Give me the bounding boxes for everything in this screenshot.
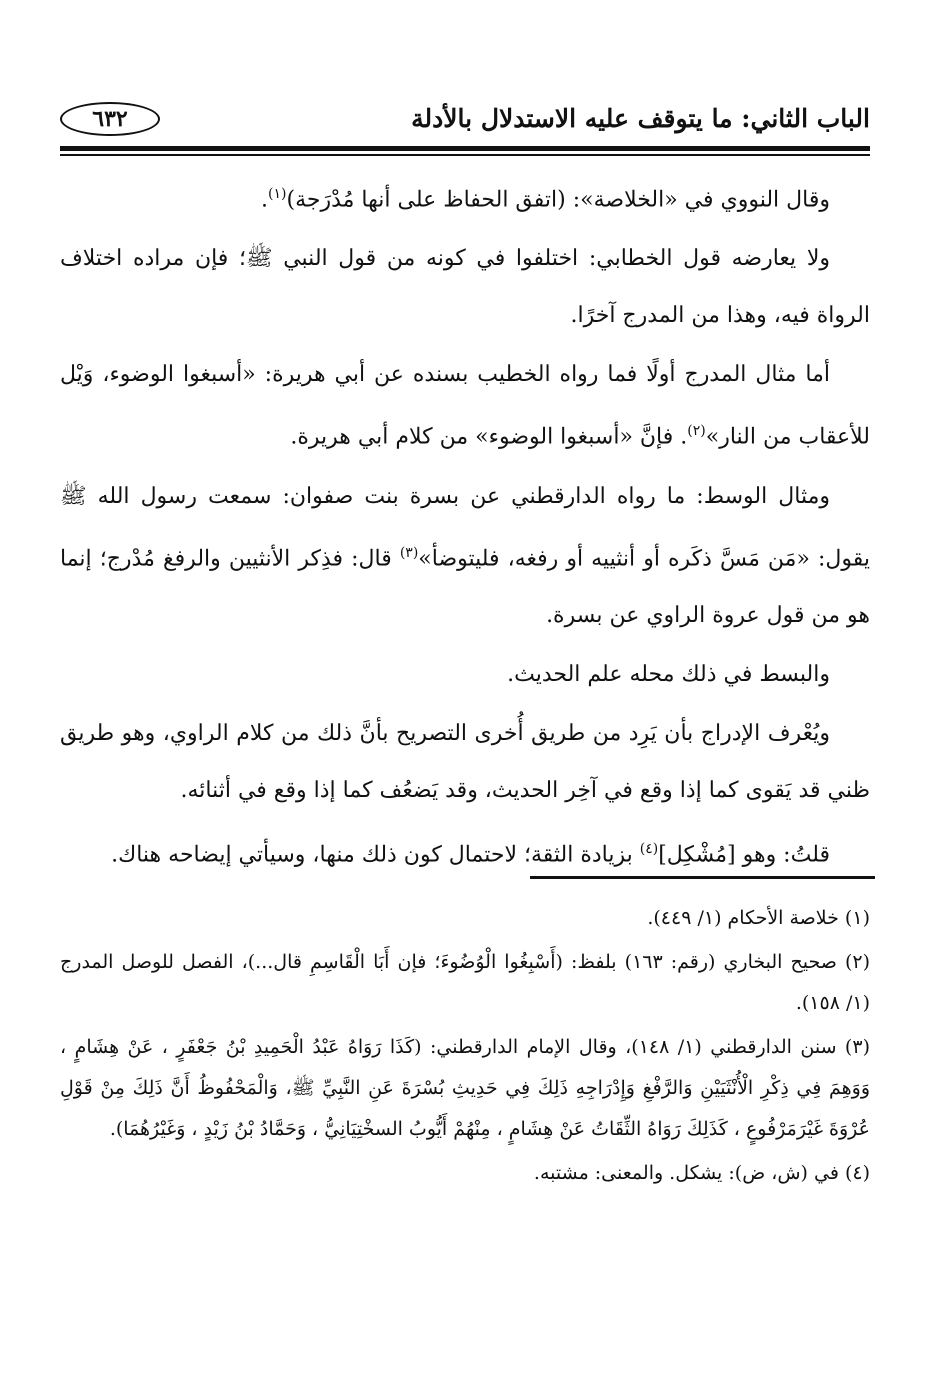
footnote-ref[interactable]: (٢) <box>687 423 706 440</box>
footnote: (٤) في (ش، ض): يشكل. والمعنى: مشتبه. <box>533 1162 870 1184</box>
footnote: (١) خلاصة الأحكام (١/ ٤٤٩). <box>647 907 870 929</box>
paragraph: والبسط في ذلك محله علم الحديث. <box>507 661 830 687</box>
footnote-ref[interactable]: (١) <box>268 186 287 202</box>
paragraph: ويُعْرف الإدراج بأن يَرِد من طريق أُخرى التصريح بأنَّ ذلك من كلام الراوي، وهو طريق ظني قد يَقوى كما إذا وقع في آخِر الحديث، وقد يَضعُف كما إذا وقع في أثنائه. <box>60 720 870 803</box>
paragraph: قلتُ: وهو [مُشْكِل]$^{(٤)}$ بزيادة الثقة؛ لاحتمال كون ذلك منها، وسيأتي إيضاحه هناك. <box>111 840 830 868</box>
header-rule-thick <box>60 146 870 151</box>
footnote-ref[interactable]: (٣) <box>399 544 419 561</box>
paragraph: ولا يعارضه قول الخطابي: اختلفوا في كونه من قول النبي ﷺ؛ فإن مراده اختلاف الرواة فيه، وهذا من المدرج آخرًا. <box>60 246 870 329</box>
paragraph: أما مثال المدرج أولًا فما رواه الخطيب بسنده عن أبي هريرة: «أسبغوا الوضوء، وَيْل للأعقاب من النار»$^{(٢)}$. فإنَّ «أسبغوا الوضوء» من كلام أبي هريرة. <box>60 362 870 450</box>
footnote: (٣) سنن الدارقطني (١/ ١٤٨)، وقال الإمام الدارقطني: (كَذَا رَوَاهُ عَبْدُ الْحَمِيدِ بْنُ جَعْفَرٍ ، عَنْ هِشَامٍ ، وَوَهِمَ فِي ذِكْرِ الْأُنْثَيَيْنِ وَالرَّفْغِ وَإِدْرَاجِهِ ذَلِكَ فِي حَدِيثِ بُسْرَةَ عَنِ النَّبِيِّ ﷺ، وَالْمَحْفُوظُ أَنَّ ذَلِكَ مِنْ قَوْلِ عُرْوَةَ غَيْرَمَرْفُوعٍ ، كَذَلِكَ رَوَاهُ الثِّقَاتُ عَنْ هِشَامٍ ، مِنْهُمْ أَيُّوبُ السخْتِيَانِيُّ ، وَحَمَّادُ بْنُ زَيْدٍ ، وَغَيْرُهُمَا). <box>60 1036 870 1140</box>
paragraph: وقال النووي في «الخلاصة»: (اتفق الحفاظ على أنها مُدْرَجة)$^{(١)}$. <box>261 186 830 213</box>
main-text <box>60 166 870 885</box>
paragraph: ومثال الوسط: ما رواه الدارقطني عن بسرة بنت صفوان: سمعت رسول الله ﷺ يقول: «مَن مَسَّ ذكَره أو أنثييه أو رفغه، فليتوضأ»$^{(٣)}$ قال: فذِكر الأنثيين والرفغ مُدْرج؛ إنما هو من قول عروة الراوي عن بسرة. <box>60 483 871 628</box>
footnote: (٢) صحيح البخاري (رقم: ١٦٣) بلفظ: (أَسْبِغُوا الْوُضُوءَ؛ فإن أَبَا الْقَاسِمِ قال...)، الفصل للوصل المدرج (١/ ١٥٨). <box>60 951 871 1014</box>
footnote-separator <box>530 876 875 879</box>
header-rule-thin <box>60 154 870 156</box>
footnotes <box>60 898 870 1197</box>
page-header <box>60 100 870 148</box>
chapter-title: الباب الثاني: ما يتوقف عليه الاستدلال بالأدلة <box>411 104 870 133</box>
page-number-badge: ٦٣٢ <box>60 102 160 136</box>
footnote-ref[interactable]: (٤) <box>639 840 659 857</box>
